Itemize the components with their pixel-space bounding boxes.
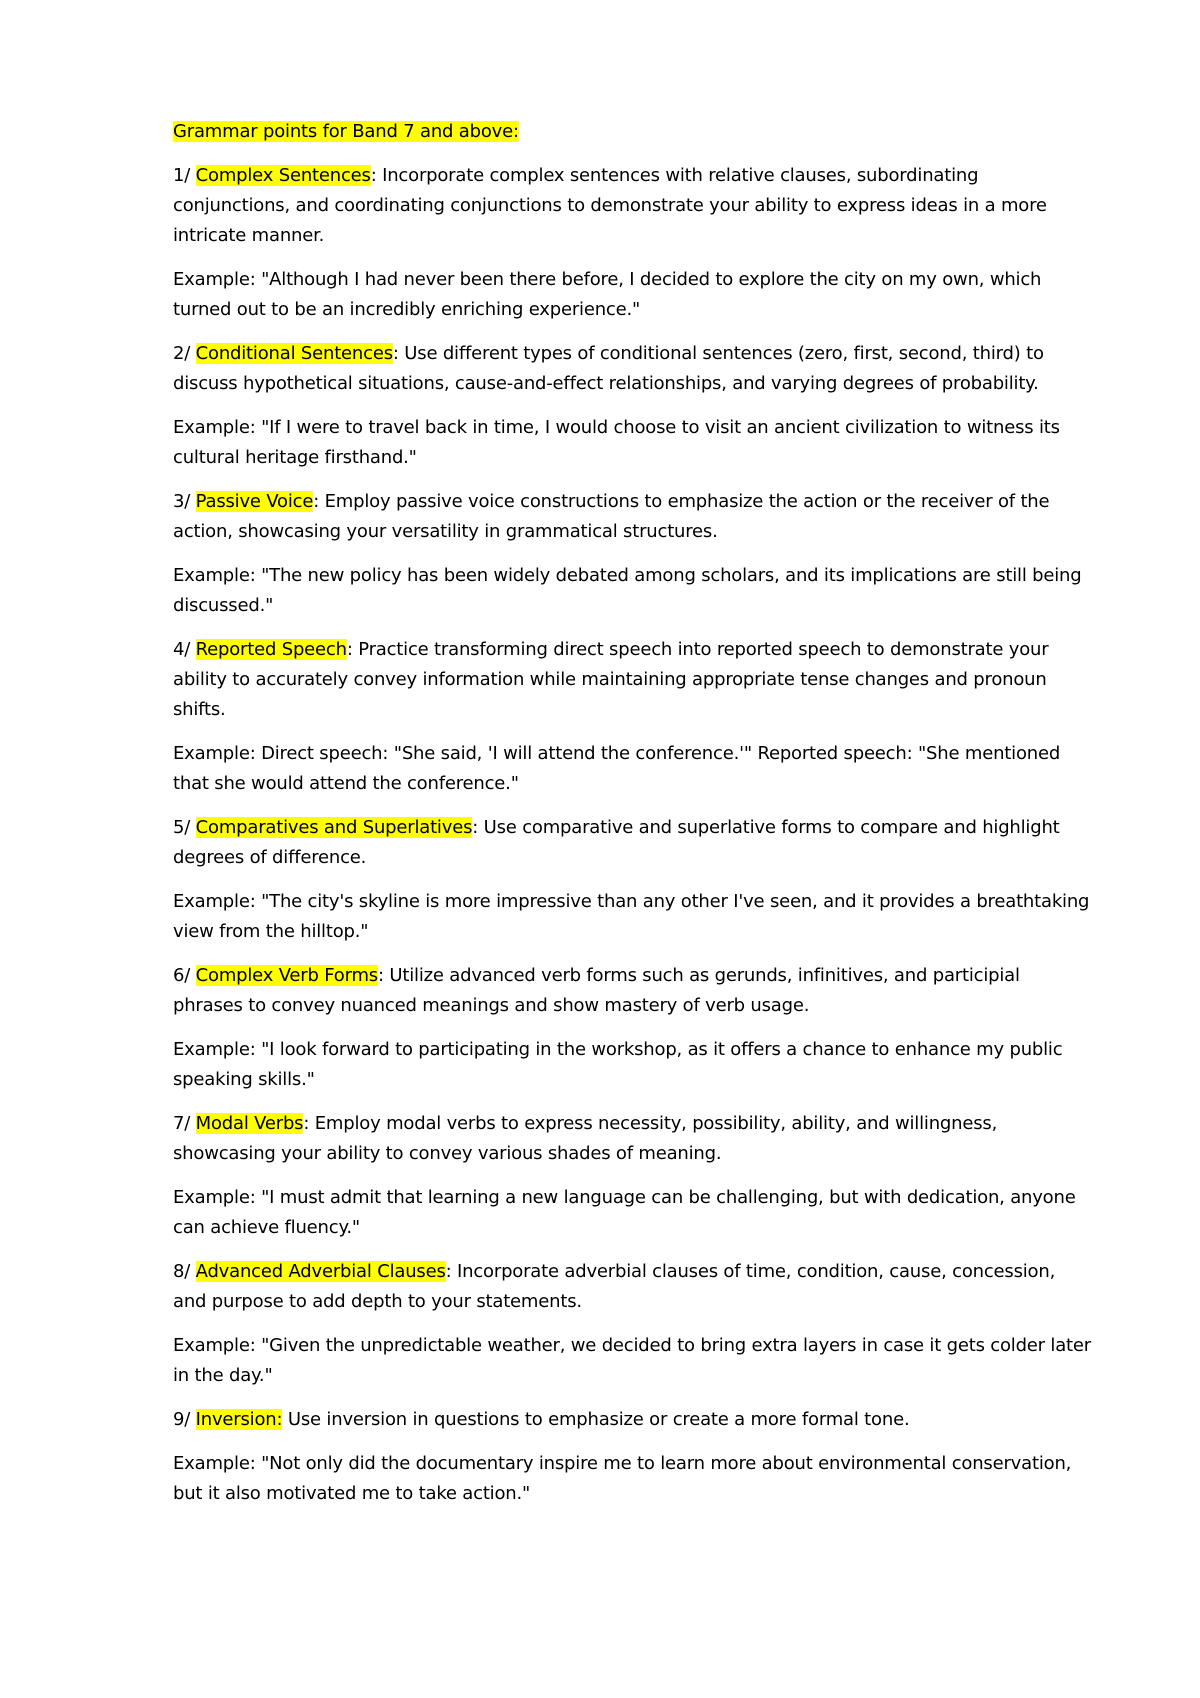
point-8-description: [173, 1257, 1093, 1317]
point-number: 7/: [173, 1113, 196, 1134]
point-number: 2/: [173, 343, 196, 364]
point-separator: :: [303, 1113, 310, 1134]
point-separator: :: [313, 491, 320, 512]
point-text: Employ modal verbs to express necessity, possibility, ability, and willingness, showcasing your ability to convey various shades of meaning.: [173, 1113, 998, 1164]
point-name: Advanced Adverbial Clauses: [195, 1261, 446, 1282]
point-number: 3/: [173, 491, 196, 512]
point-4-description: [173, 635, 1093, 725]
point-2-description: [173, 339, 1093, 399]
point-separator: :: [472, 817, 479, 838]
point-text: Use comparative and superlative forms to compare and highlight degrees of difference.: [173, 817, 1060, 868]
point-name: Complex Sentences: [195, 165, 371, 186]
point-name: Inversion:: [195, 1409, 283, 1430]
point-text: Use different types of conditional sentences (zero, first, second, third) to discuss hypothetical situations, cause-and-effect relationships, and varying degrees of probability.: [173, 343, 1044, 394]
point-1-example: Example: "Although I had never been there before, I decided to explore the city on my own, which turned out to be an incredibly enriching experience.": [173, 269, 1042, 320]
point-number: 9/: [173, 1409, 196, 1430]
point-1-description: [173, 161, 1093, 251]
point-9-description: [173, 1405, 1093, 1435]
point-6-description: [173, 961, 1093, 1021]
point-text: Use inversion in questions to emphasize or create a more formal tone.: [282, 1409, 910, 1430]
point-name: Conditional Sentences: [195, 343, 393, 364]
point-name: Comparatives and Superlatives: [195, 817, 473, 838]
document-title-line: [173, 117, 1093, 147]
point-separator: :: [392, 343, 399, 364]
point-text: Incorporate adverbial clauses of time, condition, cause, concession, and purpose to add depth to your statements.: [173, 1261, 1056, 1312]
point-name: Reported Speech: [195, 639, 347, 660]
point-number: 5/: [173, 817, 196, 838]
point-number: 4/: [173, 639, 196, 660]
point-3-description: [173, 487, 1093, 547]
point-3-example: Example: "The new policy has been widely debated among scholars, and its implications are still being discussed.": [173, 565, 1082, 616]
point-separator: :: [346, 639, 353, 660]
point-text: Incorporate complex sentences with relative clauses, subordinating conjunctions, and coordinating conjunctions to demonstrate your ability to express ideas in a more intricate manner.: [173, 165, 1047, 246]
point-text: Utilize advanced verb forms such as gerunds, infinitives, and participial phrases to convey nuanced meanings and show mastery of verb usage.: [173, 965, 1020, 1016]
point-name: Modal Verbs: [195, 1113, 304, 1134]
point-separator: :: [445, 1261, 452, 1282]
point-7-example: Example: "I must admit that learning a new language can be challenging, but with dedication, anyone can achieve fluency.": [173, 1187, 1076, 1238]
point-4-example: Example: Direct speech: "She said, 'I will attend the conference.'" Reported speech: "She mentioned that she would attend the conference.": [173, 743, 1061, 794]
point-5-example: Example: "The city's skyline is more impressive than any other I've seen, and it provides a breathtaking view from the hilltop.": [173, 891, 1090, 942]
point-name: Complex Verb Forms: [195, 965, 378, 986]
point-separator: :: [377, 965, 384, 986]
point-number: 6/: [173, 965, 196, 986]
document-title: Grammar points for Band 7 and above:: [173, 121, 519, 142]
point-number: 8/: [173, 1261, 196, 1282]
point-separator: :: [370, 165, 377, 186]
point-6-example: Example: "I look forward to participating in the workshop, as it offers a chance to enhance my public speaking skills.": [173, 1039, 1063, 1090]
point-number: 1/: [173, 165, 196, 186]
point-7-description: [173, 1109, 1093, 1169]
point-5-description: [173, 813, 1093, 873]
point-name: Passive Voice: [195, 491, 314, 512]
point-8-example: Example: "Given the unpredictable weather, we decided to bring extra layers in case it gets colder later in the day.": [173, 1335, 1091, 1386]
point-2-example: Example: "If I were to travel back in time, I would choose to visit an ancient civilization to witness its cultural heritage firsthand.": [173, 417, 1060, 468]
point-text: Employ passive voice constructions to emphasize the action or the receiver of the action, showcasing your versatility in grammatical structures.: [173, 491, 1050, 542]
document-page: [173, 117, 1093, 1523]
point-text: Practice transforming direct speech into reported speech to demonstrate your ability to accurately convey information while maintaining appropriate tense changes and pronoun shifts.: [173, 639, 1049, 720]
point-9-example: Example: "Not only did the documentary inspire me to learn more about environmental conservation, but it also motivated me to take action.": [173, 1453, 1072, 1504]
